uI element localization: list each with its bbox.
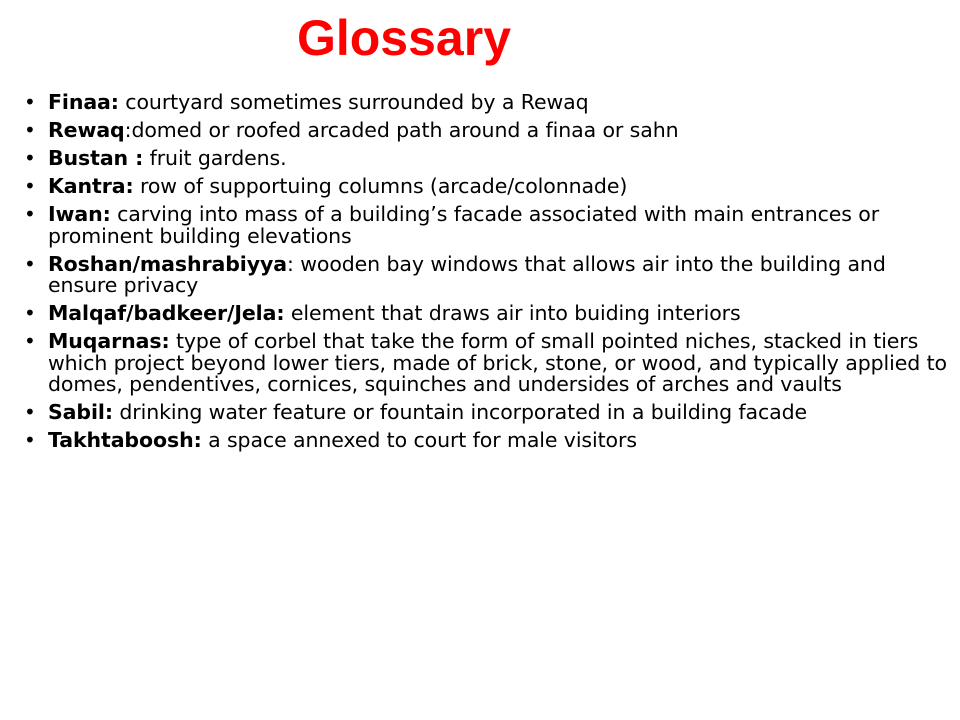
glossary-item xyxy=(20,148,950,170)
glossary-list xyxy=(20,92,950,458)
glossary-definition: fruit gardens. xyxy=(143,146,287,170)
glossary-term: Malqaf/badkeer/Jela: xyxy=(48,301,285,325)
glossary-term: Bustan : xyxy=(48,146,144,170)
slide-title: Glossary xyxy=(296,10,511,66)
glossary-definition: a space annexed to court for male visitors xyxy=(201,428,637,452)
bullet-icon: • xyxy=(24,202,36,226)
bullet-icon: • xyxy=(24,118,36,142)
glossary-definition: element that draws air into buiding interiors xyxy=(284,301,741,325)
glossary-term: Roshan/mashrabiyya xyxy=(48,251,287,276)
glossary-item xyxy=(20,204,950,247)
glossary-definition: courtyard sometimes surrounded by a Rewaq xyxy=(118,90,589,114)
glossary-term: Rewaq xyxy=(48,118,125,142)
bullet-icon: • xyxy=(24,400,36,424)
glossary-item xyxy=(20,402,950,424)
glossary-definition: type of corbel that take the form of small pointed niches, stacked in tiers which project beyond lower tiers, made of brick, stone, or wood, and typically applied to domes, pendentives, cornices, squinches and undersides of arches and vaults xyxy=(48,329,947,396)
bullet-icon: • xyxy=(24,329,36,353)
glossary-item xyxy=(20,430,950,452)
glossary-item xyxy=(20,303,950,325)
glossary-term: Muqarnas: xyxy=(48,329,170,353)
bullet-icon: • xyxy=(24,90,36,114)
glossary-item xyxy=(20,120,950,142)
glossary-term: Iwan: xyxy=(48,202,111,226)
glossary-definition: :domed or roofed arcaded path around a finaa or sahn xyxy=(124,118,679,142)
glossary-definition: carving into mass of a building’s facade associated with main entrances or prominent building elevations xyxy=(48,202,880,248)
glossary-definition: : wooden bay windows that allows air into the building and ensure privacy xyxy=(48,251,886,297)
bullet-icon: • xyxy=(24,146,36,170)
glossary-definition: row of supportuing columns (arcade/colonnade) xyxy=(133,174,628,198)
bullet-icon: • xyxy=(24,301,36,325)
glossary-definition: drinking water feature or fountain incorporated in a building facade xyxy=(112,400,808,424)
bullet-icon: • xyxy=(24,251,36,276)
glossary-term: Kantra: xyxy=(48,174,134,198)
glossary-term: Sabil: xyxy=(48,400,113,424)
glossary-item xyxy=(20,251,950,297)
glossary-item xyxy=(20,92,950,114)
glossary-term: Finaa: xyxy=(48,90,119,114)
glossary-item xyxy=(20,331,950,396)
glossary-term: Takhtaboosh: xyxy=(48,428,202,452)
glossary-item xyxy=(20,176,950,198)
bullet-icon: • xyxy=(24,428,36,452)
bullet-icon: • xyxy=(24,174,36,198)
